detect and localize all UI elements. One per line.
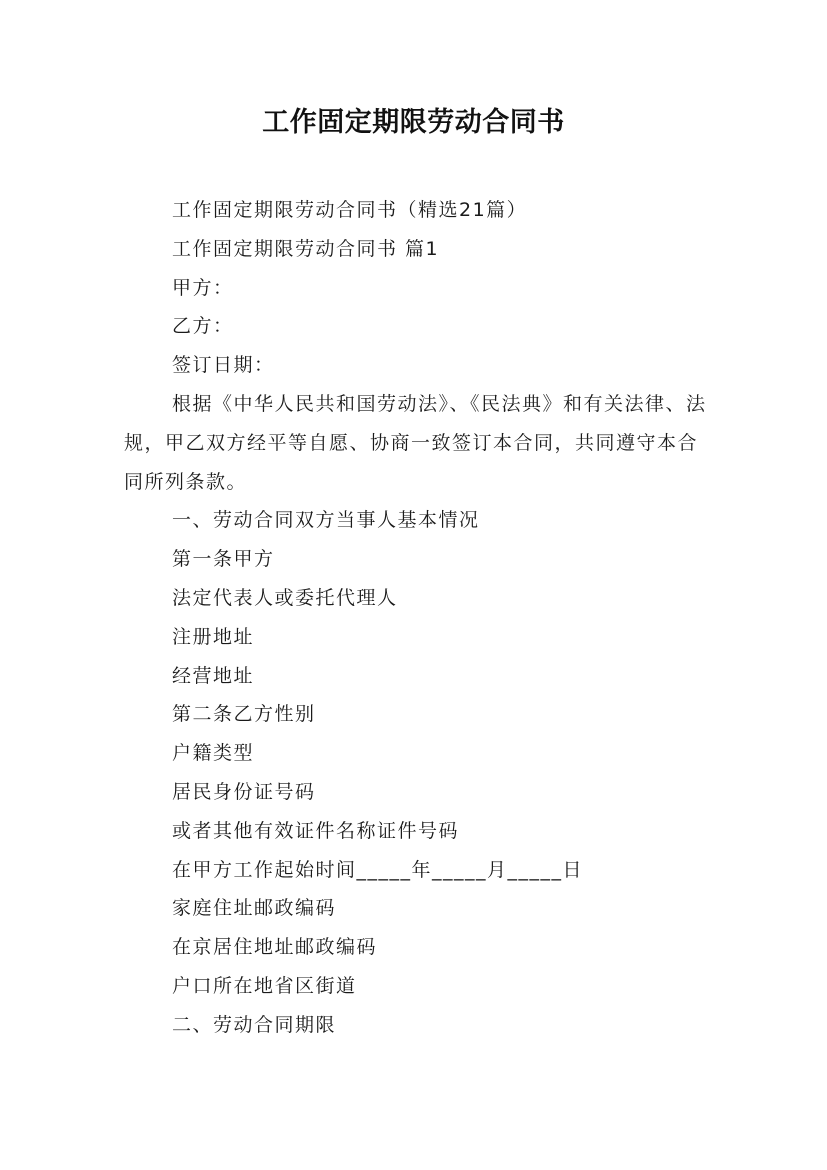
text-line: 法定代表人或委托代理人 [172, 586, 398, 609]
text-line: 在京居住地址邮政编码 [172, 936, 378, 959]
document-title: 工作固定期限劳动合同书 [262, 107, 565, 138]
text-line: 注册地址 [172, 625, 255, 648]
text-line: 居民身份证号码 [172, 780, 316, 803]
text-line: 户口所在地省区街道 [172, 974, 357, 997]
text-line: 第一条甲方 [172, 548, 275, 571]
text-line: 户籍类型 [172, 742, 255, 765]
text-line: 在甲方工作起始时间_____年_____月_____日 [172, 858, 584, 881]
party-a-line: 甲方： [172, 276, 234, 299]
chapter-heading: 二、劳动合同期限 [172, 1013, 337, 1036]
chapter-heading: 一、劳动合同双方当事人基本情况 [172, 509, 480, 532]
subtitle-line: 工作固定期限劳动合同书（精选21篇） [172, 199, 528, 221]
document-body [124, 191, 712, 1045]
text-line: 第二条乙方性别 [172, 703, 316, 726]
section-heading: 工作固定期限劳动合同书 篇1 [172, 237, 440, 260]
signing-date-line: 签订日期： [172, 354, 275, 377]
party-b-line: 乙方： [172, 315, 234, 338]
text-line: 经营地址 [172, 664, 255, 687]
preamble-paragraph: 根据《中华人民共和国劳动法》、《民法典》和有关法律、法规，甲乙双方经平等自愿、协商一致签订本合同，共同遵守本合同所列条款。 [124, 392, 707, 493]
text-line: 家庭住址邮政编码 [172, 897, 337, 920]
text-line: 或者其他有效证件名称证件号码 [172, 819, 460, 842]
